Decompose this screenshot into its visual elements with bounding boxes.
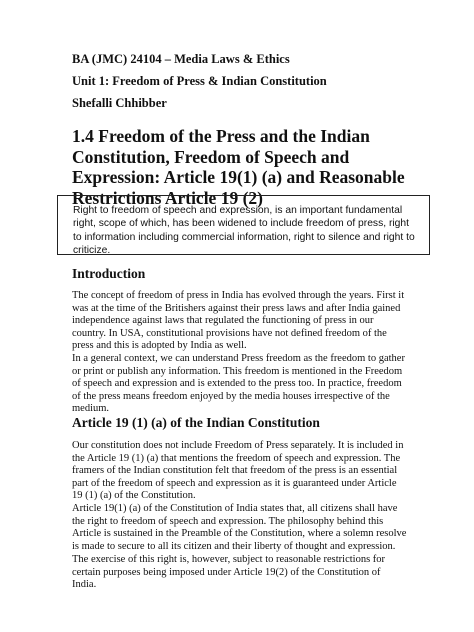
course-code: BA (JMC) 24104 – Media Laws & Ethics	[72, 52, 290, 66]
summary-box: Right to freedom of speech and expression, is an important fundamental right, scope of which, has been widened to include freedom of press, right to information including commercial information, right to silence and right to criticize.	[57, 195, 430, 255]
paragraph: The exercise of this right is, however, subject to reasonable restrictions for certain purposes being imposed under Article 19(2) of the Constitution of India.	[72, 554, 386, 591]
paragraph: Our constitution does not include Freedom of Press separately. It is included in the Article 19 (1) (a) that mentions the freedom of speech and expression. The framers of the Indian constitution felt that freedom of the press is an essential part of the freedom of speech and expression as it is guaranteed under Article 19 (1) (a) of the Constitution.	[72, 440, 404, 502]
paragraph: In a general context, we can understand Press freedom as the freedom to gather or print or publish any information. This freedom is mentioned in the Freedom of speech and expression and is extended to the press too. In practice, freedom of the press means freedom enjoyed by the media houses irrespective of the medium.	[72, 353, 405, 415]
author-name: Shefalli Chhibber	[72, 96, 167, 110]
section-heading-article-19: Article 19 (1) (a) of the Indian Constitution	[72, 415, 320, 430]
section-heading-introduction: Introduction	[72, 266, 146, 281]
paragraph: The concept of freedom of press in India has evolved through the years. First it was at the time of the Britishers against their press laws and after India gained independence against laws that regulated the functioning of press in our country. In USA, constitutional provisions have not defined freedom of the press and this is adopted by India as well.	[72, 290, 405, 352]
document-title: 1.4 Freedom of the Press and the Indian Constitution, Freedom of Speech and Expression: Article 19(1) (a) and Reasonable Restrictions Article 19 (2)	[72, 126, 405, 208]
paragraph: Article 19(1) (a) of the Constitution of India states that, all citizens shall have the right to freedom of speech and expression. The philosophy behind this Article is sustained in the Preamble of the Constitution, where a solemn resolve is made to secure to all its citizen and their liberty of thought and expression.	[72, 503, 407, 552]
unit-title: Unit 1: Freedom of Press & Indian Constitution	[72, 74, 327, 88]
